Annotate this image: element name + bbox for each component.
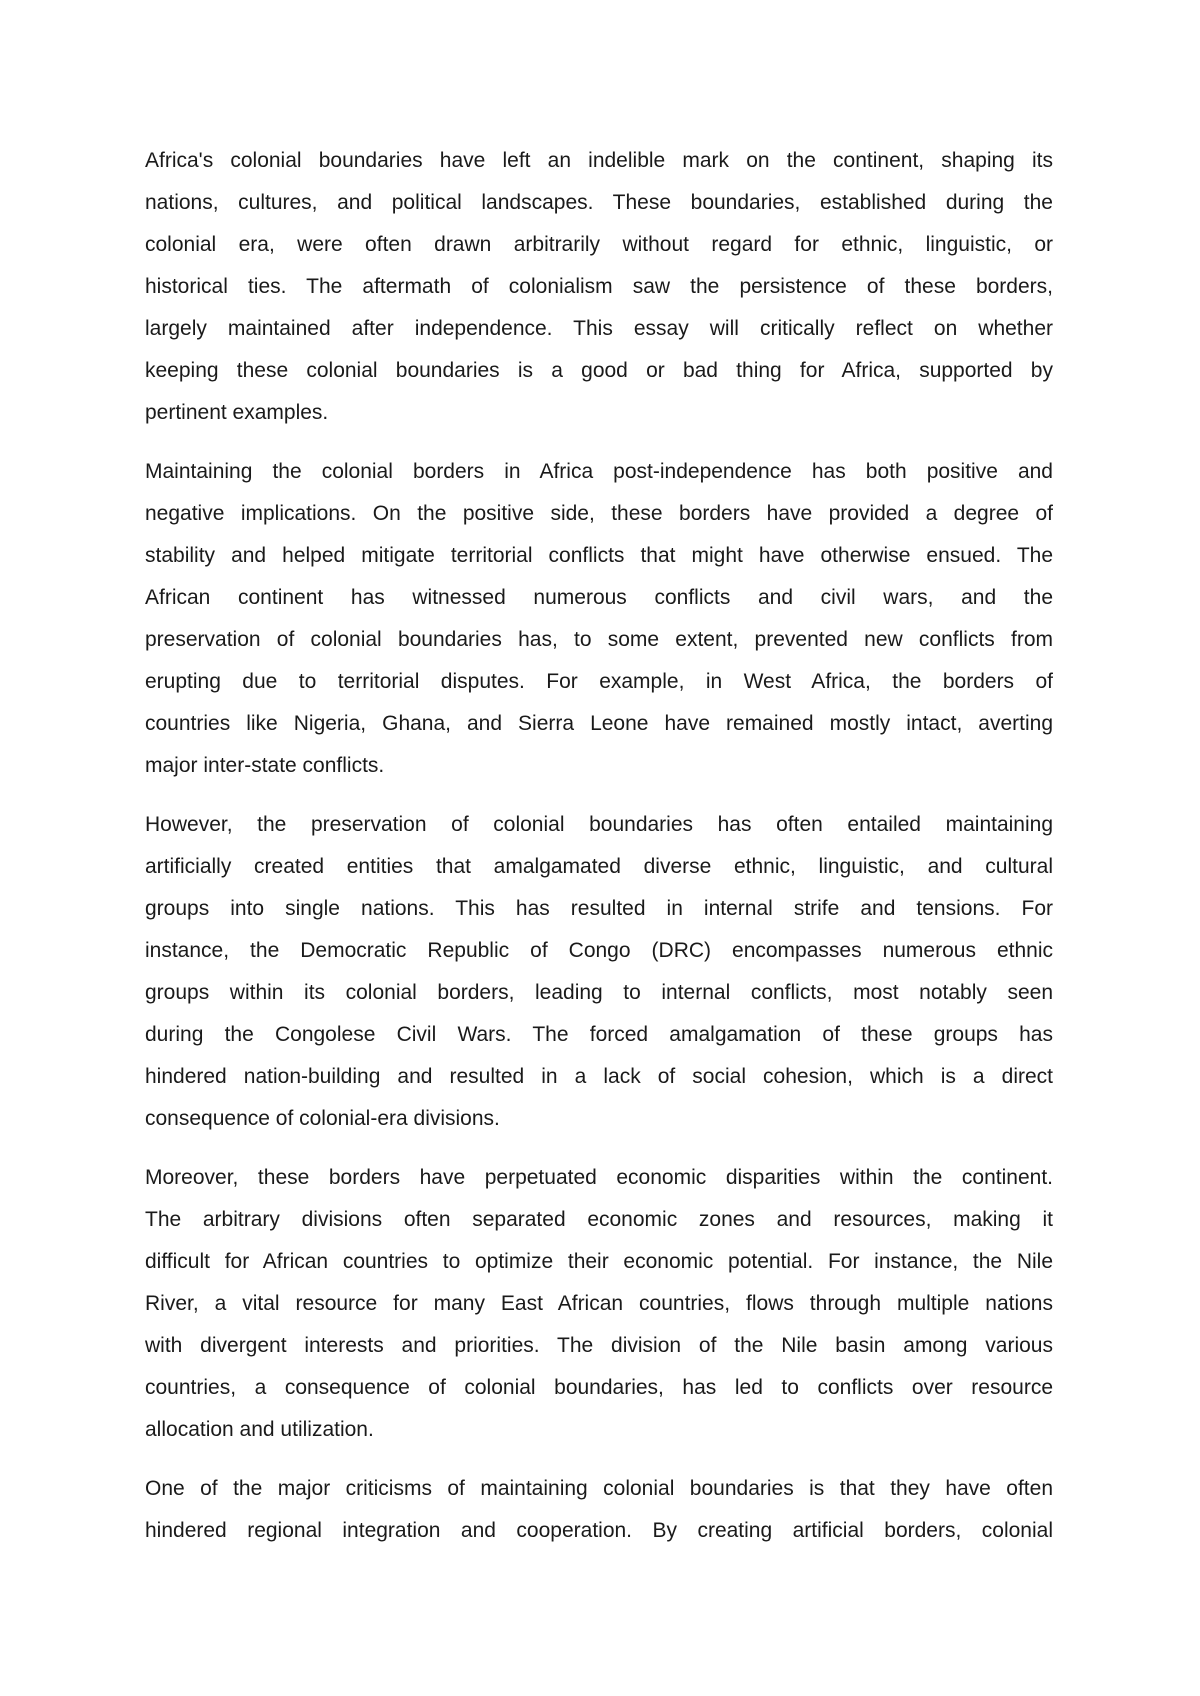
text-line: colonial era, were often drawn arbitrarily without regard for ethnic, linguistic, or xyxy=(145,233,1053,256)
text-line: River, a vital resource for many East African countries, flows through multiple nations xyxy=(145,1292,1053,1315)
text-line: consequence of colonial-era divisions. xyxy=(145,1107,500,1130)
text-line: hindered regional integration and cooperation. By creating artificial borders, colonial xyxy=(145,1519,1053,1542)
paragraph xyxy=(145,140,1053,434)
text-line: nations, cultures, and political landscapes. These boundaries, established during the xyxy=(145,191,1053,214)
paragraph xyxy=(145,451,1053,787)
paragraph xyxy=(145,804,1053,1140)
text-line: instance, the Democratic Republic of Congo (DRC) encompasses numerous ethnic xyxy=(145,939,1053,962)
text-line: stability and helped mitigate territorial conflicts that might have otherwise ensued. The xyxy=(145,544,1053,567)
text-line: African continent has witnessed numerous conflicts and civil wars, and the xyxy=(145,586,1053,609)
text-line: negative implications. On the positive side, these borders have provided a degree of xyxy=(145,502,1053,525)
text-line: Maintaining the colonial borders in Africa post-independence has both positive and xyxy=(145,460,1053,483)
text-line: One of the major criticisms of maintaining colonial boundaries is that they have often xyxy=(145,1477,1053,1500)
document-page xyxy=(145,140,1053,1569)
text-line: allocation and utilization. xyxy=(145,1418,374,1441)
text-line: difficult for African countries to optimize their economic potential. For instance, the Nile xyxy=(145,1250,1053,1273)
text-line: largely maintained after independence. This essay will critically reflect on whether xyxy=(145,317,1053,340)
text-line: with divergent interests and priorities. The division of the Nile basin among various xyxy=(145,1334,1053,1357)
text-line: preservation of colonial boundaries has, to some extent, prevented new conflicts from xyxy=(145,628,1053,651)
text-line: countries, a consequence of colonial boundaries, has led to conflicts over resource xyxy=(145,1376,1053,1399)
text-line: countries like Nigeria, Ghana, and Sierra Leone have remained mostly intact, averting xyxy=(145,712,1053,735)
text-line: hindered nation-building and resulted in a lack of social cohesion, which is a direct xyxy=(145,1065,1053,1088)
text-line: Moreover, these borders have perpetuated economic disparities within the continent. xyxy=(145,1166,1053,1189)
text-line: erupting due to territorial disputes. For example, in West Africa, the borders of xyxy=(145,670,1053,693)
text-line: The arbitrary divisions often separated economic zones and resources, making it xyxy=(145,1208,1053,1231)
text-line: major inter-state conflicts. xyxy=(145,754,385,777)
text-line: keeping these colonial boundaries is a good or bad thing for Africa, supported by xyxy=(145,359,1053,382)
text-line: However, the preservation of colonial boundaries has often entailed maintaining xyxy=(145,813,1053,836)
paragraph xyxy=(145,1157,1053,1451)
text-line: Africa's colonial boundaries have left an indelible mark on the continent, shaping its xyxy=(145,149,1053,172)
text-line: artificially created entities that amalgamated diverse ethnic, linguistic, and cultural xyxy=(145,855,1053,878)
paragraph xyxy=(145,1468,1053,1552)
text-line: during the Congolese Civil Wars. The forced amalgamation of these groups has xyxy=(145,1023,1053,1046)
text-line: groups within its colonial borders, leading to internal conflicts, most notably seen xyxy=(145,981,1053,1004)
text-line: pertinent examples. xyxy=(145,401,329,424)
text-line: groups into single nations. This has resulted in internal strife and tensions. For xyxy=(145,897,1053,920)
text-line: historical ties. The aftermath of colonialism saw the persistence of these borders, xyxy=(145,275,1053,298)
